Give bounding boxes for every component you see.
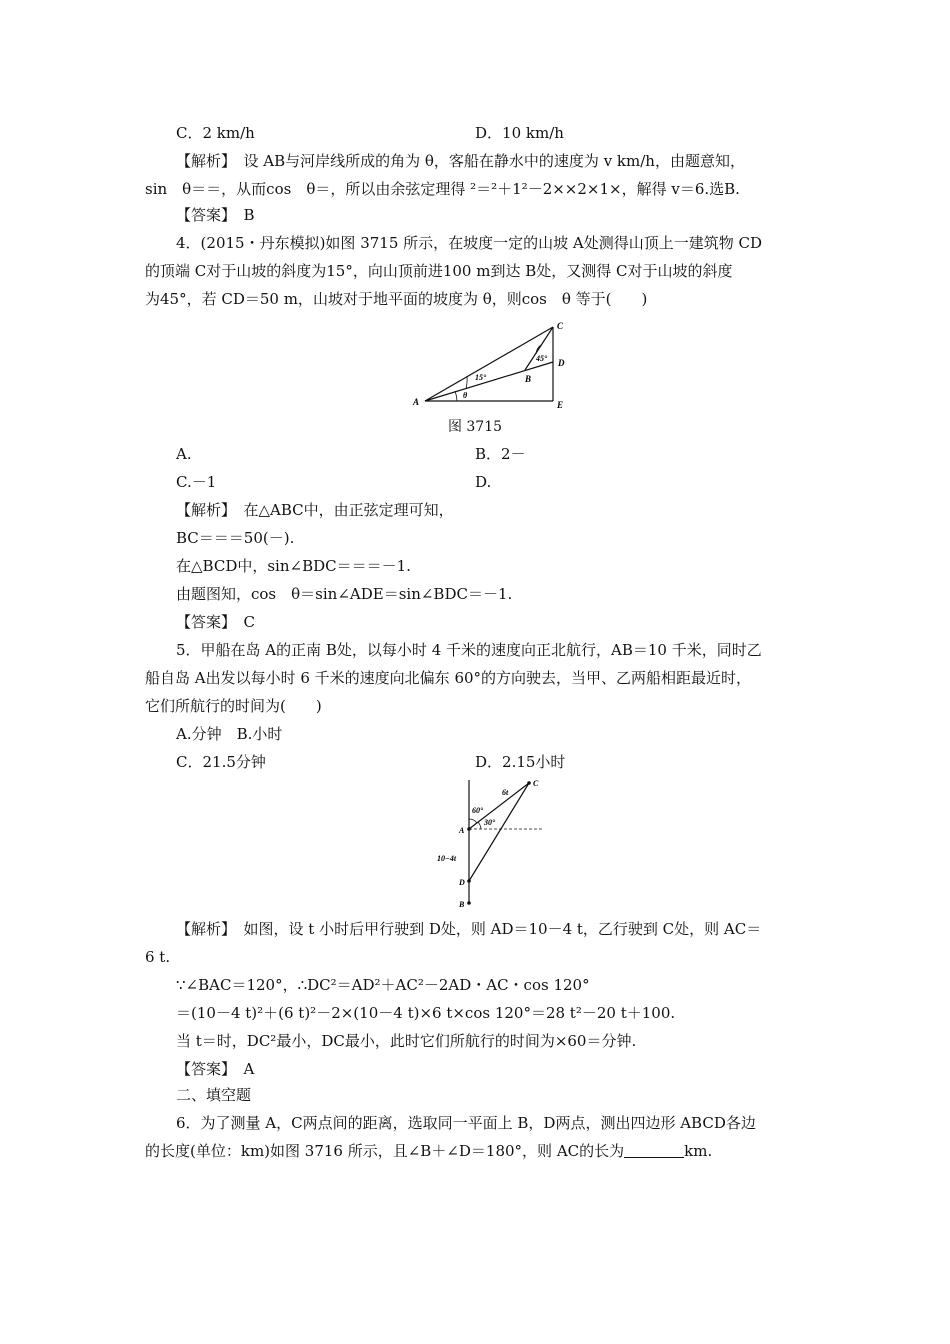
fig4-line-ad bbox=[425, 362, 553, 401]
q5-options-ab: A.分钟 B.小时 bbox=[176, 725, 283, 743]
fig5-label-c: C bbox=[533, 779, 539, 788]
fig4-line-ac bbox=[425, 327, 553, 401]
fig5-arc-30 bbox=[478, 822, 481, 829]
fig4-label-15: 15° bbox=[475, 373, 487, 382]
fig5-arc-60 bbox=[469, 819, 477, 823]
q3-analysis-line2: sin θ＝＝，从而cos θ＝，所以由余弦定理得 ²＝²＋1²－2××2×1×，解得 v＝6.选B. bbox=[145, 180, 740, 198]
q5-analysis-line3: ∵∠BAC＝120°，∴DC²＝AD²＋AC²－2AD・AC・cos 120° bbox=[176, 976, 590, 994]
q5-analysis-line4: ＝(10－4 t)²＋(6 t)²－2×(10－4 t)×6 t×cos 120°＝28 t²－20 t＋100. bbox=[176, 1004, 676, 1022]
fig4-arc-theta bbox=[455, 391, 457, 401]
q6-stem-prefix: 的长度(单位：km)如图 3716 所示，且∠B＋∠D＝180°，则 AC的长为 bbox=[145, 1142, 625, 1160]
q6-stem-line1: 6．为了测量 A，C两点间的距离，选取同一平面上 B，D两点，测出四边形 ABCD各边 bbox=[176, 1114, 756, 1132]
fig4-arc-15 bbox=[466, 376, 467, 389]
fig5-label-d: D bbox=[459, 878, 465, 887]
q4-option-b: B．2－ bbox=[475, 445, 526, 463]
fig4-label-c: C bbox=[557, 321, 564, 331]
q5-analysis-line5: 当 t＝时，DC²最小，DC最小，此时它们所航行的时间为×60＝分钟. bbox=[176, 1032, 637, 1050]
q4-analysis-line3: 在△BCD中，sin∠BDC＝＝＝－1. bbox=[176, 557, 411, 575]
fig5-point-a bbox=[467, 827, 471, 831]
fig5-label-30: 30° bbox=[484, 818, 496, 827]
fig4-label-theta: θ bbox=[463, 391, 468, 400]
fig4-label-e: E bbox=[557, 400, 564, 410]
fig4-label-45: 45° bbox=[536, 354, 548, 363]
q5-answer: 【答案】 A bbox=[176, 1060, 255, 1078]
fig5-label-10-4t: 10−4t bbox=[437, 854, 457, 863]
fig5-label-60: 60° bbox=[472, 806, 484, 815]
q3-answer: 【答案】 B bbox=[176, 206, 255, 224]
q3-analysis-line1: 【解析】 设 AB与河岸线所成的角为 θ，客船在静水中的速度为 v km/h，由题意知， bbox=[176, 152, 745, 170]
q4-analysis-line4: 由题图知，cos θ＝sin∠ADE＝sin∠BDC＝－1. bbox=[176, 585, 513, 603]
q4-option-a: A. bbox=[176, 445, 192, 463]
q4-option-d: D. bbox=[475, 473, 492, 491]
q5-stem-line2: 船自岛 A出发以每小时 6 千米的速度向北偏东 60°的方向驶去，当甲、乙两船相距最近时， bbox=[145, 669, 752, 687]
q5-analysis-line2: 6 t. bbox=[145, 948, 171, 966]
q4-stem-line2: 的顶端 C对于山坡的斜度为15°，向山顶前进100 m到达 B处，又测得 C对于山坡的斜度 bbox=[145, 262, 733, 280]
q6-stem-suffix: km. bbox=[684, 1142, 713, 1160]
q4-stem-line1: 4．(2015・丹东模拟)如图 3715 所示，在坡度一定的山坡 A处测得山顶上一建筑物 CD bbox=[176, 234, 763, 252]
fig5-line-dc bbox=[469, 783, 529, 881]
q4-answer: 【答案】 C bbox=[176, 613, 255, 631]
fig5-point-c bbox=[527, 781, 531, 785]
q3-option-d: D．10 km/h bbox=[475, 124, 564, 142]
section-heading: 二、填空题 bbox=[176, 1086, 252, 1104]
fig4-label-b: B bbox=[525, 374, 532, 384]
figure-3715-caption: 图 3715 bbox=[447, 419, 503, 435]
q4-stem-line3: 为45°，若 CD＝50 m，山坡对于地平面的坡度为 θ，则cos θ 等于( ) bbox=[145, 290, 648, 308]
q5-stem-line3: 它们所航行的时间为( ) bbox=[145, 697, 322, 715]
fig5-label-6t: 6t bbox=[502, 788, 509, 797]
q4-analysis-line2: BC＝＝＝50(－). bbox=[176, 529, 295, 547]
fig5-label-b: B bbox=[459, 900, 465, 909]
figure-3715 bbox=[405, 318, 585, 410]
fig5-point-d bbox=[467, 879, 471, 883]
q6-answer-blank[interactable] bbox=[624, 1143, 684, 1158]
fig5-label-a: A bbox=[459, 826, 465, 835]
q6-stem-line2 bbox=[145, 1140, 712, 1162]
q5-option-c: C．21.5分钟 bbox=[176, 753, 266, 771]
figure-q5 bbox=[432, 775, 552, 910]
q4-option-c: C.－1 bbox=[176, 473, 217, 491]
q5-analysis-line1: 【解析】 如图，设 t 小时后甲行驶到 D处，则 AD＝10－4 t，乙行驶到 C处，则 AC＝ bbox=[176, 920, 762, 938]
q5-stem-line1: 5．甲船在岛 A的正南 B处，以每小时 4 千米的速度向正北航行，AB＝10 千米，同时乙 bbox=[176, 641, 762, 659]
q5-option-d: D．2.15小时 bbox=[475, 753, 566, 771]
q4-analysis-line1: 【解析】 在△ABC中，由正弦定理可知， bbox=[176, 501, 454, 519]
fig4-label-a: A bbox=[413, 397, 420, 407]
fig4-label-d: D bbox=[558, 358, 565, 368]
fig5-point-b bbox=[467, 901, 471, 905]
q3-option-c: C．2 km/h bbox=[176, 124, 255, 142]
